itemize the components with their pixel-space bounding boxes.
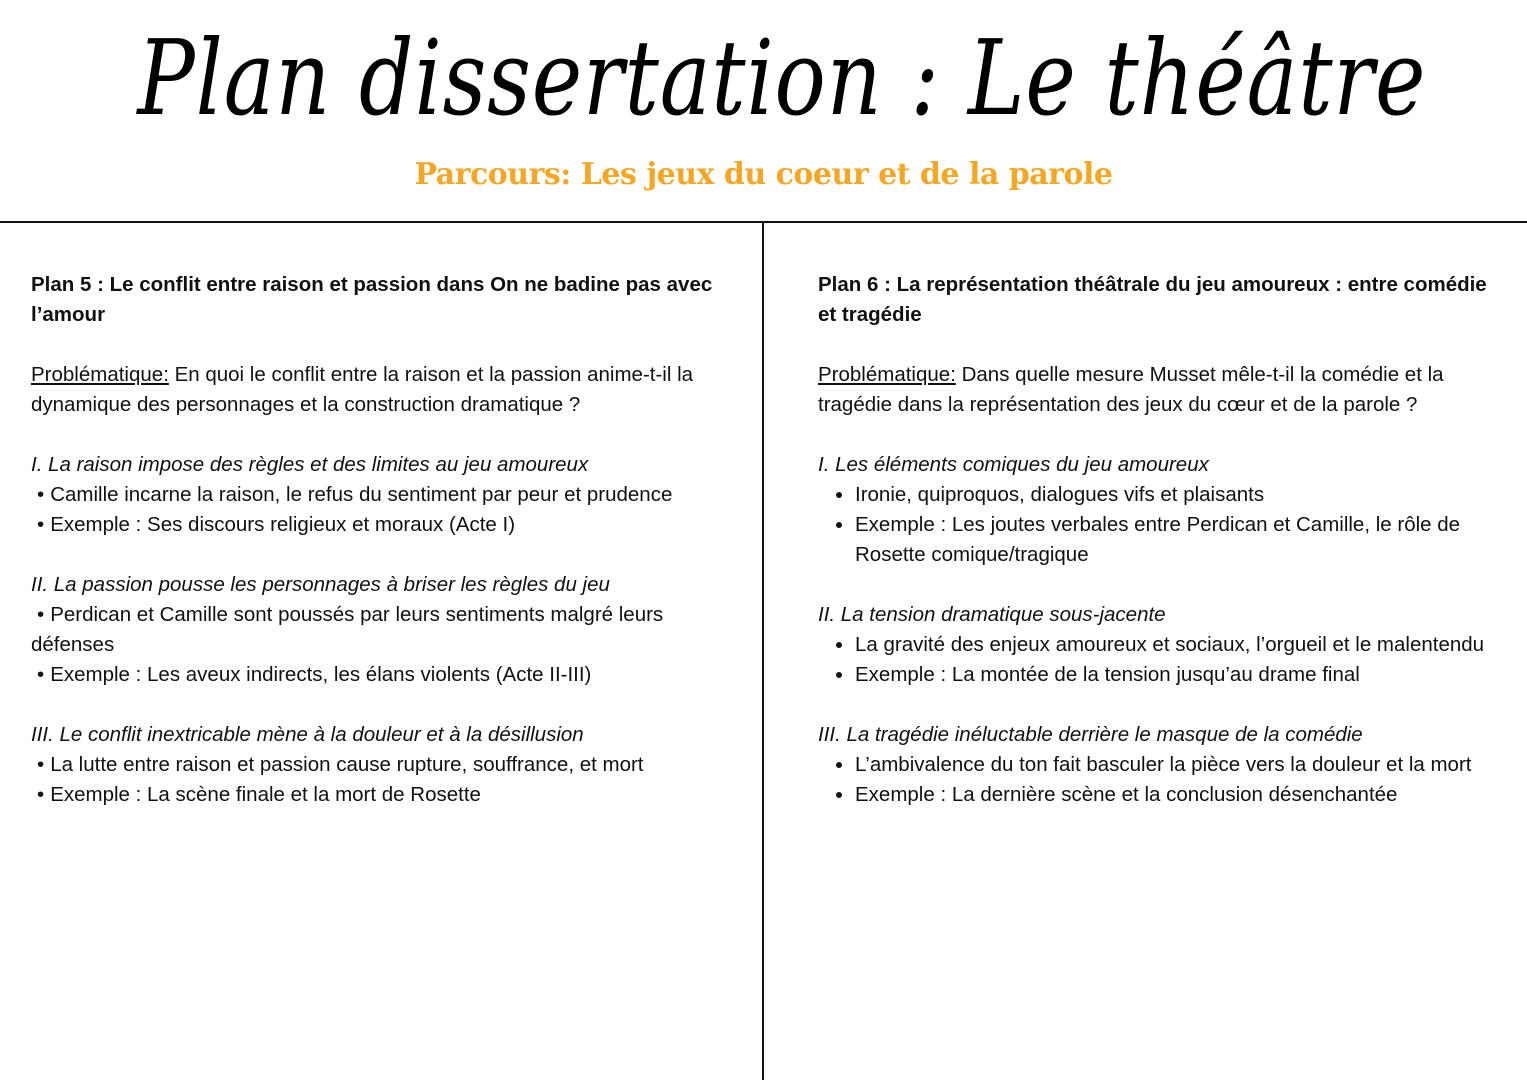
- section-title: II. La passion pousse les personnages à briser les règles du jeu: [31, 573, 610, 596]
- bullet-item: • L’ambivalence du ton fait basculer la pièce vers la douleur et la mort: [855, 750, 1498, 780]
- bullet-item: • Perdican et Camille sont poussés par leurs sentiments malgré leurs défenses: [31, 600, 743, 660]
- plan-6-section-2: [818, 600, 1498, 690]
- plan-5-problematique: [31, 360, 743, 420]
- bullet-list: [31, 600, 743, 690]
- plan-6-column: [818, 270, 1498, 840]
- section-title: I. Les éléments comiques du jeu amoureux: [818, 453, 1209, 476]
- problematique-text: Dans quelle mesure Musset mêle-t-il la comédie et la tragédie dans la représentation des jeux du cœur et de la parole ?: [818, 363, 1444, 416]
- section-title: II. La tension dramatique sous-jacente: [818, 603, 1166, 626]
- page-subtitle: Parcours: Les jeux du coeur et de la parole: [414, 157, 1113, 192]
- page-header: [0, 0, 1527, 222]
- bullet-item: • Exemple : La scène finale et la mort de Rosette: [31, 780, 743, 810]
- plan-5-section-2: [31, 570, 743, 690]
- bullet-item: • Exemple : La montée de la tension jusqu’au drame final: [855, 660, 1498, 690]
- bullet-item: • Exemple : La dernière scène et la conclusion désenchantée: [855, 780, 1498, 810]
- problematique-label: Problématique:: [818, 363, 956, 386]
- section-title: I. La raison impose des règles et des limites au jeu amoureux: [31, 453, 589, 476]
- bullet-list: [818, 630, 1498, 690]
- problematique-text: En quoi le conflit entre la raison et la passion anime-t-il la dynamique des personnages et la construction dramatique ?: [31, 363, 694, 416]
- bullet-list: [818, 750, 1498, 810]
- bullet-item: • Camille incarne la raison, le refus du sentiment par peur et prudence: [31, 480, 743, 510]
- plan-6-section-3: [818, 720, 1498, 810]
- bullet-item: • La gravité des enjeux amoureux et sociaux, l’orgueil et le malentendu: [855, 630, 1498, 660]
- bullet-list: [31, 480, 743, 540]
- bullet-item: • Exemple : Les joutes verbales entre Perdican et Camille, le rôle de Rosette comique/tragique: [855, 510, 1498, 570]
- plan-6-section-1: [818, 450, 1498, 570]
- page-title: Plan dissertation : Le théâtre: [137, 17, 1427, 139]
- plan-5-column: [31, 270, 743, 840]
- bullet-item: • La lutte entre raison et passion cause rupture, souffrance, et mort: [31, 750, 743, 780]
- bullet-list: [818, 480, 1498, 570]
- section-title: III. La tragédie inéluctable derrière le masque de la comédie: [818, 723, 1363, 746]
- plan-6-title: Plan 6 : La représentation théâtrale du jeu amoureux : entre comédie et tragédie: [818, 273, 1487, 326]
- bullet-item: • Exemple : Ses discours religieux et moraux (Acte I): [31, 510, 743, 540]
- problematique-label: Problématique:: [31, 363, 169, 386]
- column-divider: [762, 222, 764, 1080]
- plan-6-problematique: [818, 360, 1498, 420]
- plan-5-section-3: [31, 720, 743, 810]
- section-title: III. Le conflit inextricable mène à la douleur et à la désillusion: [31, 723, 584, 746]
- bullet-list: [31, 750, 743, 810]
- bullet-item: • Exemple : Les aveux indirects, les élans violents (Acte II-III): [31, 660, 743, 690]
- plan-5-title: Plan 5 : Le conflit entre raison et passion dans On ne badine pas avec l’amour: [31, 273, 713, 326]
- bullet-item: • Ironie, quiproquos, dialogues vifs et plaisants: [855, 480, 1498, 510]
- plan-5-section-1: [31, 450, 743, 540]
